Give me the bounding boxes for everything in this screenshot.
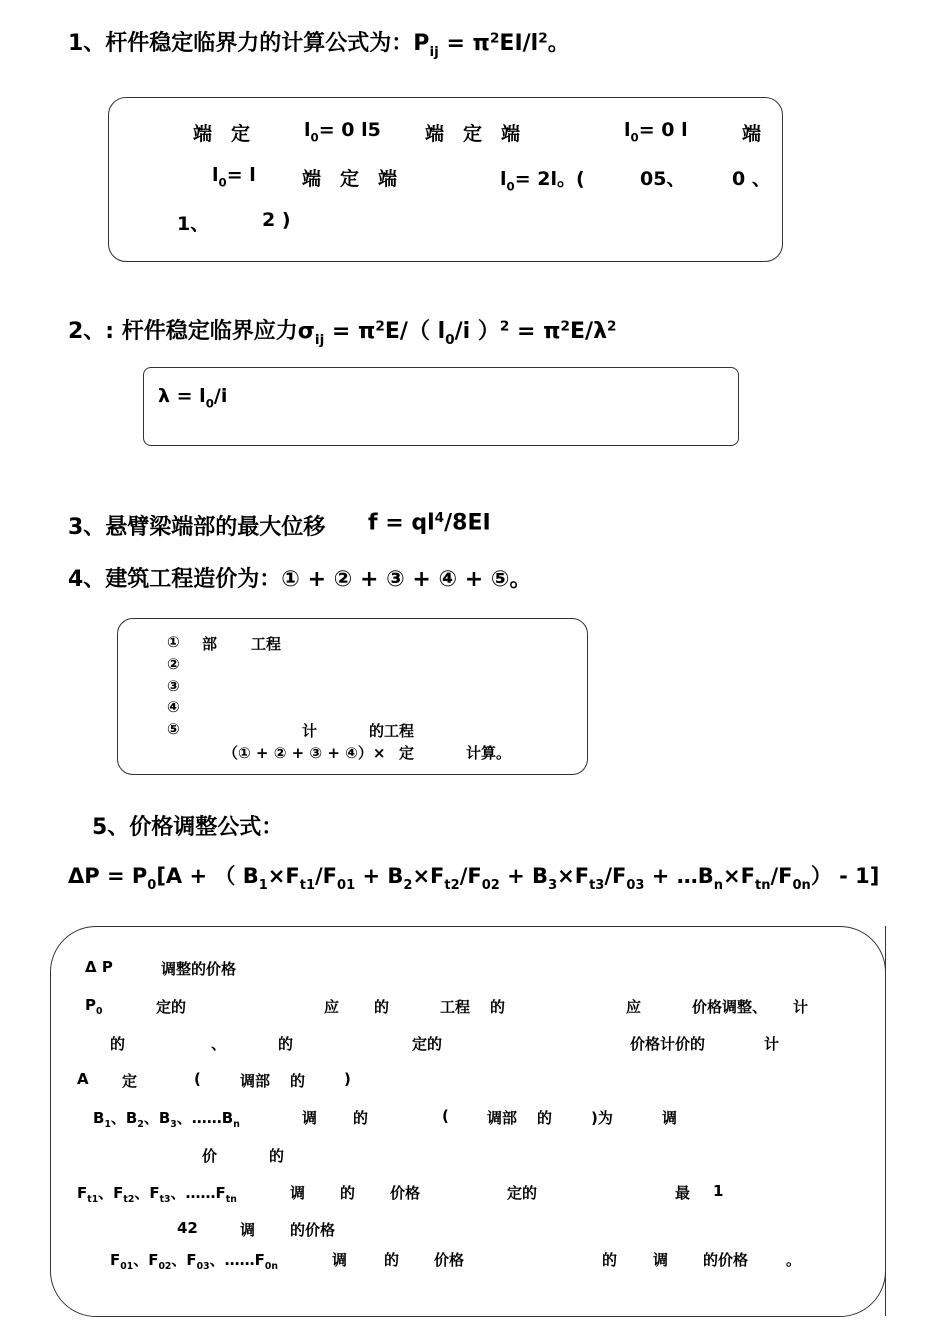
s1-sup1: 2 (489, 30, 500, 47)
box1-r2-length (212, 164, 256, 189)
r9h: 的 (602, 1251, 618, 1269)
f-k: + …B (644, 864, 714, 888)
f-c: ×F (267, 864, 300, 888)
r6b: 的 (269, 1147, 285, 1165)
s1-sup2: 2 (538, 30, 548, 47)
box1-r2-length-2 (500, 164, 585, 193)
f-g-sub: 02 (481, 877, 500, 893)
f-b: [A + （ B (156, 864, 259, 888)
r5e: 调 (302, 1109, 318, 1127)
r6a: 价 (202, 1147, 218, 1165)
r3f: 计 (764, 1035, 780, 1053)
legend-box-edge (885, 926, 886, 1316)
s2-eq3: /i ） (454, 319, 500, 344)
box1-r1a: 端 定 (193, 123, 251, 145)
r5d-sub: n (233, 1119, 240, 1131)
r4d: 调部 (240, 1072, 271, 1090)
box3-l5a: ⑤ (167, 720, 180, 738)
r5d: 、……B (176, 1109, 234, 1127)
r5a-sub: 1 (104, 1119, 111, 1131)
section-5-heading: 5、价格调整公式： (92, 815, 284, 840)
box1-r1b: l (304, 119, 311, 141)
r7-symbols (77, 1182, 237, 1205)
r7a: F (77, 1184, 88, 1202)
box1-r3b: 2 ) (262, 209, 291, 231)
f-d: /F (315, 864, 338, 888)
section-3-heading: 3、悬臂梁端部的最大位移 (68, 515, 326, 540)
r9d-sub: 0n (264, 1261, 278, 1273)
box1-r2f: 05、 (640, 168, 686, 190)
section-1-heading (68, 26, 570, 60)
box1-r1d: 端 定 端 (425, 123, 521, 145)
r5h: 调部 (487, 1109, 518, 1127)
r7f: 的 (340, 1184, 356, 1202)
r2a-wrap (85, 996, 102, 1017)
r3e: 价格计价的 (630, 1035, 706, 1053)
s3-rest: /8EI (444, 510, 491, 536)
r7d-sub: tn (225, 1194, 237, 1206)
s2-eq4: = π (509, 319, 561, 344)
s2-sup3: 2 (560, 318, 571, 335)
slenderness-formula (158, 385, 227, 410)
s3-formula-a: f = ql (368, 510, 435, 536)
r2f: 的 (490, 998, 506, 1016)
s2-sup2: 2 (499, 318, 510, 335)
box1-r1-length-2 (624, 119, 688, 144)
price-adjust-formula (68, 860, 879, 893)
r2a-sub: 0 (96, 1006, 103, 1018)
r5f: 的 (353, 1109, 369, 1127)
r9d: 、……F (209, 1251, 265, 1269)
r7g: 价格 (390, 1184, 421, 1202)
section-4-heading: 4、建筑工程造价为：① + ② + ③ + ④ + ⑤。 (68, 567, 532, 592)
box3-l1b: 部 (202, 635, 218, 653)
box1-r1b-sub: 0 (310, 130, 319, 145)
r9b-sub: 02 (158, 1261, 172, 1273)
f-a: ΔP = P (68, 864, 148, 888)
box1-r3a: 1、 (177, 213, 210, 235)
r2b: 定的 (156, 998, 187, 1016)
box3-l1c: 工程 (251, 635, 282, 653)
r3d: 定的 (412, 1035, 443, 1053)
s2-sup4: 2 (607, 318, 617, 335)
s1-eq: = π (438, 31, 490, 56)
r2d: 的 (374, 998, 390, 1016)
box3-l5c: 的工程 (369, 722, 415, 740)
r5b: 、B (110, 1109, 138, 1127)
r9-symbols (110, 1249, 278, 1272)
s2-eq5: E/λ (570, 319, 608, 344)
r2g: 应 (626, 998, 642, 1016)
s2-title: 2、: 杆件稳定临界应力σ (68, 319, 315, 344)
r7i: 最 (675, 1184, 691, 1202)
r5c-sub: 3 (170, 1119, 177, 1131)
r4c: ( (194, 1070, 201, 1088)
box1-r2c: 端 定 端 (302, 168, 398, 190)
r2h: 价格调整、 (692, 998, 768, 1016)
r1b: 调整的价格 (161, 960, 237, 978)
box2-b: /i (213, 385, 228, 407)
box1-r2d: l (500, 168, 507, 190)
r9c-sub: 03 (196, 1261, 210, 1273)
r5c: 、B (143, 1109, 171, 1127)
box1-r1f: = 0 l (638, 119, 688, 141)
box1-r2a-sub: 0 (218, 175, 227, 190)
r9g: 价格 (434, 1251, 465, 1269)
f-m-sub: 0n (792, 877, 811, 893)
r9a: F (110, 1251, 121, 1269)
r9a-sub: 01 (120, 1261, 134, 1273)
r9i: 调 (653, 1251, 669, 1269)
f-i-sub: t3 (589, 877, 605, 893)
r1a: Δ P (85, 958, 113, 976)
r5j: )为 (591, 1109, 613, 1127)
s1-title: 1、杆件稳定临界力的计算公式为：P (68, 31, 430, 56)
r3b: 、 (211, 1035, 227, 1053)
box2-sub: 0 (205, 396, 214, 411)
box1-r1g: 端 (742, 123, 762, 145)
f-n: ） - 1] (810, 864, 880, 888)
f-e: + B (355, 864, 404, 888)
r7h: 定的 (507, 1184, 538, 1202)
f-k-sub: n (713, 877, 724, 893)
box1-r1-length (304, 119, 381, 144)
slenderness-box (143, 367, 739, 446)
box3-l5b: 计 (302, 722, 318, 740)
r2e: 工程 (440, 998, 471, 1016)
r5-symbols (93, 1107, 240, 1130)
r7a-sub: t1 (87, 1194, 99, 1206)
box3-l3: ③ (167, 677, 180, 695)
s2-eq: = π (324, 319, 376, 344)
box3-l6c: 计算。 (466, 744, 512, 762)
r8c: 的价格 (290, 1221, 336, 1239)
s2-sub: ij (314, 332, 325, 349)
f-f-sub: t2 (444, 877, 460, 893)
r5a: B (93, 1109, 105, 1127)
r2a: P (85, 996, 96, 1014)
r7d: 、……F (170, 1184, 226, 1202)
f-i: ×F (557, 864, 590, 888)
box1-r1e: l (624, 119, 631, 141)
r8a: 42 (177, 1219, 198, 1237)
box1-r2a: l (212, 164, 219, 186)
section-2-heading (68, 314, 617, 348)
r9f: 的 (384, 1251, 400, 1269)
s1-sub: ij (429, 44, 439, 61)
f-l: ×F (723, 864, 755, 888)
r5k: 调 (662, 1109, 678, 1127)
r5g: ( (442, 1107, 449, 1125)
f-j-sub: 03 (626, 877, 645, 893)
box3-l6a: （① + ② + ③ + ④）× (223, 744, 386, 762)
f-a-sub: 0 (147, 877, 157, 893)
r7b: 、F (98, 1184, 124, 1202)
box3-l6b: 定 (399, 744, 415, 762)
r4b: 定 (122, 1072, 138, 1090)
r3a: 的 (110, 1035, 126, 1053)
f-e-sub: 2 (403, 877, 413, 893)
s2-eq2: E/（ l (384, 319, 446, 344)
f-h: + B (499, 864, 549, 888)
r7j: 1 (713, 1182, 724, 1200)
f-l-sub: tn (754, 877, 771, 893)
r9b: 、F (133, 1251, 159, 1269)
box1-r1c: = 0 l5 (318, 119, 381, 141)
r7c-sub: t3 (159, 1194, 171, 1206)
box3-l1a: ① (167, 633, 180, 651)
r4a: A (77, 1070, 89, 1088)
f-f: ×F (412, 864, 445, 888)
s1-eq2: EI/l (499, 31, 539, 56)
s3-sup: 4 (434, 510, 445, 526)
r9j: 的价格 (703, 1251, 749, 1269)
r7b-sub: t2 (123, 1194, 135, 1206)
r5i: 的 (537, 1109, 553, 1127)
r4f: ) (344, 1070, 351, 1088)
box1-r2b: = l (226, 164, 256, 186)
r4e: 的 (290, 1072, 306, 1090)
r5b-sub: 2 (137, 1119, 144, 1131)
r7c: 、F (134, 1184, 160, 1202)
s2-sup1: 2 (375, 318, 385, 335)
f-j: /F (604, 864, 627, 888)
box1-r1e-sub: 0 (630, 130, 639, 145)
s1-end: 。 (547, 31, 570, 56)
f-d-sub: 01 (337, 877, 356, 893)
box3-l4: ④ (167, 698, 180, 716)
f-b-sub: 1 (258, 877, 268, 893)
r8b: 调 (240, 1221, 256, 1239)
f-h-sub: 3 (548, 877, 558, 893)
s2-sub2: 0 (445, 332, 455, 349)
f-g: /F (459, 864, 482, 888)
r3c: 的 (278, 1035, 294, 1053)
box3-l2: ② (167, 655, 180, 673)
r9e: 调 (332, 1251, 348, 1269)
box1-r2e: = 2l。( (514, 168, 585, 190)
r2i: 计 (793, 998, 809, 1016)
box1-r2g: 0 、 (732, 168, 771, 190)
f-c-sub: t1 (299, 877, 316, 893)
r9c: 、F (171, 1251, 197, 1269)
box1-r2d-sub: 0 (506, 179, 515, 194)
r2c: 应 (324, 998, 340, 1016)
f-m: /F (770, 864, 793, 888)
r7e: 调 (290, 1184, 306, 1202)
s3-formula (368, 510, 491, 536)
r9k: 。 (786, 1251, 802, 1269)
box2-a: λ = l (158, 385, 206, 407)
